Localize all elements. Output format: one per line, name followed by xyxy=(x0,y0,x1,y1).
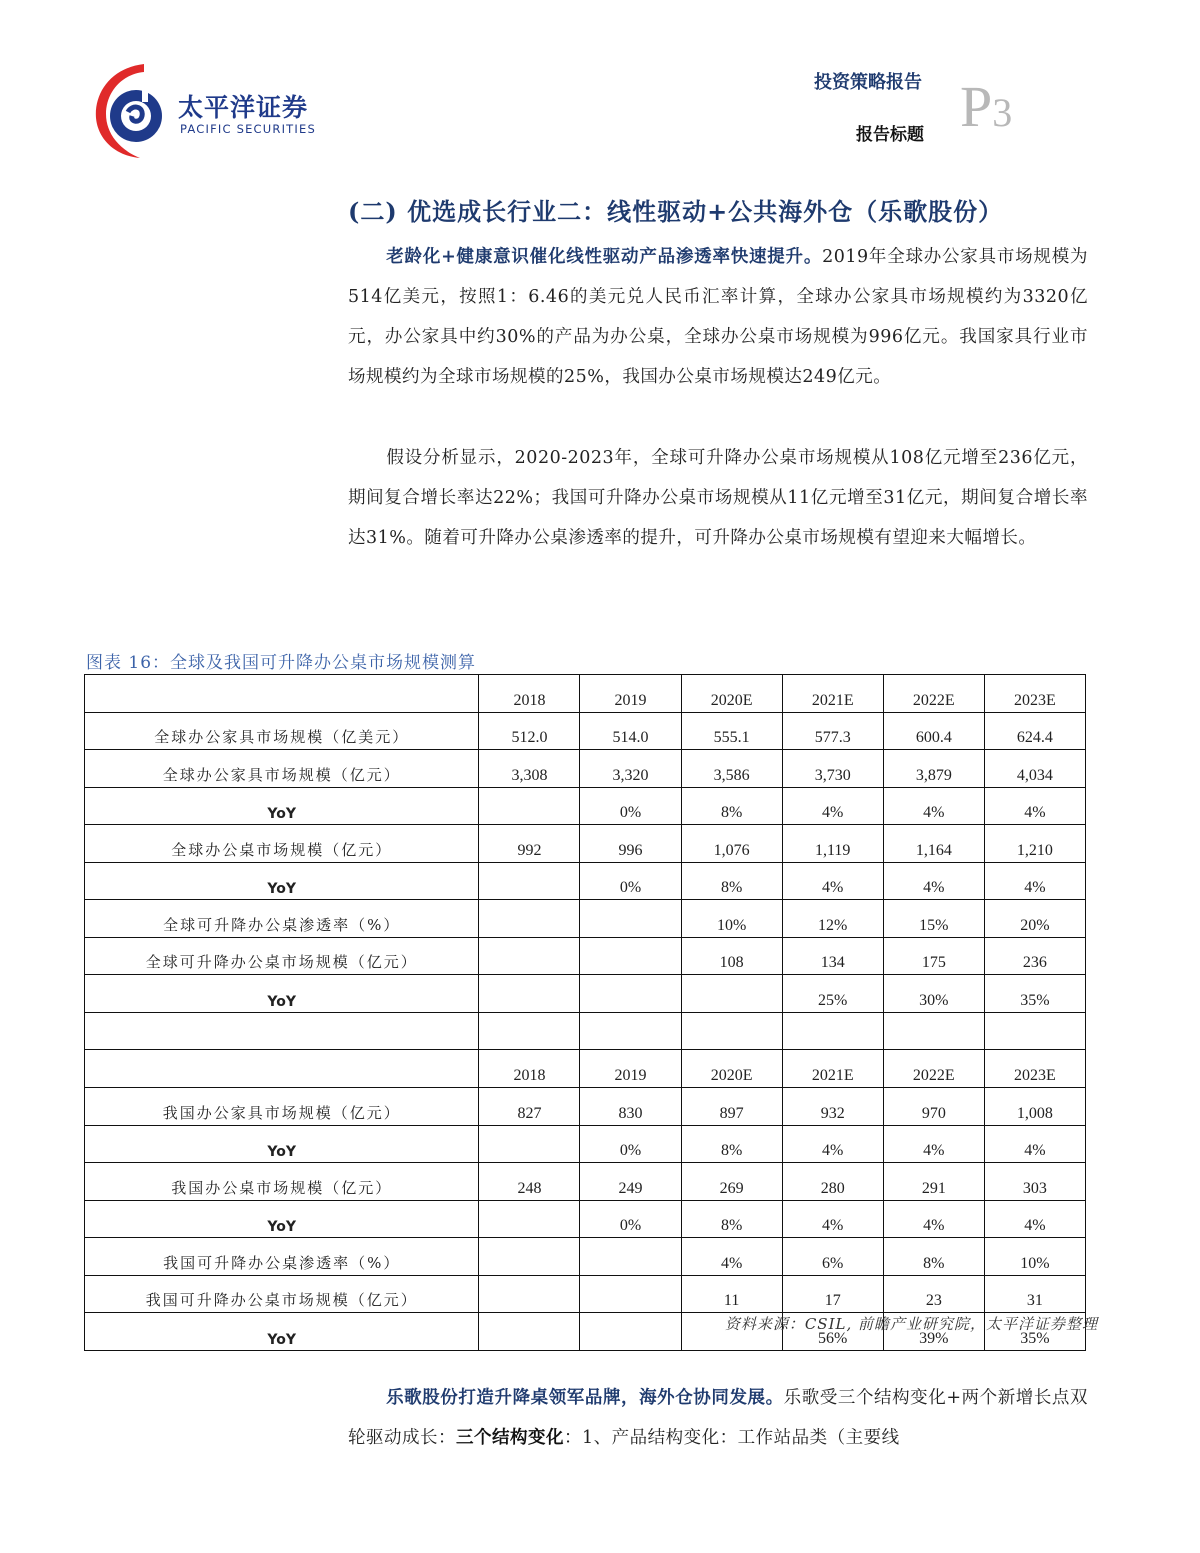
value-cell: 10% xyxy=(681,900,782,938)
page-number xyxy=(960,74,1013,139)
value-cell: 31 xyxy=(984,1275,1085,1313)
value-cell xyxy=(479,937,580,975)
value-cell: 932 xyxy=(782,1088,883,1126)
year-header-cell: 2018 xyxy=(479,675,580,713)
year-header-cell: 2023E xyxy=(984,1050,1085,1088)
value-cell: 280 xyxy=(782,1163,883,1201)
row-label-cell: 全球可升降办公桌渗透率（%） xyxy=(85,900,479,938)
value-cell: 555.1 xyxy=(681,712,782,750)
row-label-cell: YoY xyxy=(85,975,479,1013)
value-cell: 23 xyxy=(883,1275,984,1313)
value-cell xyxy=(479,862,580,900)
value-cell: 8% xyxy=(681,1125,782,1163)
value-cell: 897 xyxy=(681,1088,782,1126)
value-cell: 1,164 xyxy=(883,825,984,863)
value-cell: 4% xyxy=(883,787,984,825)
table-row xyxy=(85,900,1086,938)
value-cell xyxy=(580,975,681,1013)
value-cell xyxy=(580,1238,681,1276)
table-source: 资料来源：CSIL, 前瞻产业研究院，太平洋证券整理 xyxy=(724,1315,1098,1333)
value-cell: 4% xyxy=(984,862,1085,900)
value-cell: 3,320 xyxy=(580,750,681,788)
section-title: (二) 优选成长行业二：线性驱动+公共海外仓（乐歌股份） xyxy=(348,197,1004,226)
paragraph-body: 乐歌受三个结构变化+两个新增长点双轮驱动成长： xyxy=(348,1388,1088,1448)
value-cell: 4% xyxy=(782,1200,883,1238)
value-cell: 4% xyxy=(883,1200,984,1238)
header-corner-cell xyxy=(85,675,479,713)
value-cell: 512.0 xyxy=(479,712,580,750)
row-label-cell: YoY xyxy=(85,787,479,825)
header-corner-cell xyxy=(85,1050,479,1088)
year-header-cell: 2019 xyxy=(580,1050,681,1088)
empty-cell xyxy=(681,1012,782,1050)
value-cell: 291 xyxy=(883,1163,984,1201)
value-cell: 108 xyxy=(681,937,782,975)
paragraph-body: 假设分析显示，2020-2023年，全球可升降办公桌市场规模从108亿元增至236亿元，期间复合增长率达22%；我国可升降办公桌市场规模从11亿元增至31亿元，期间复合增长率达31%。随着可升降办公桌渗透率的提升，可升降办公桌市场规模有望迎来大幅增长。 xyxy=(348,448,1088,548)
page-letter: P xyxy=(960,74,993,139)
value-cell: 3,730 xyxy=(782,750,883,788)
value-cell xyxy=(479,1200,580,1238)
row-label-cell: 我国可升降办公桌市场规模（亿元） xyxy=(85,1275,479,1313)
value-cell xyxy=(479,1238,580,1276)
value-cell: 8% xyxy=(681,862,782,900)
value-cell: 35% xyxy=(984,975,1085,1013)
value-cell: 39% xyxy=(883,1313,984,1351)
value-cell: 0% xyxy=(580,787,681,825)
value-cell xyxy=(580,1313,681,1351)
table-row xyxy=(85,1088,1086,1126)
table-caption: 图表 16：全球及我国可升降办公桌市场规模测算 xyxy=(86,653,477,673)
value-cell: 6% xyxy=(782,1238,883,1276)
value-cell xyxy=(681,975,782,1013)
value-cell: 4% xyxy=(883,1125,984,1163)
value-cell: 577.3 xyxy=(782,712,883,750)
year-header-cell: 2023E xyxy=(984,675,1085,713)
value-cell: 514.0 xyxy=(580,712,681,750)
table-row xyxy=(85,862,1086,900)
table-header-row xyxy=(85,675,1086,713)
paragraph-lead: 乐歌股份打造升降桌领军品牌，海外仓协同发展。 xyxy=(386,1388,784,1408)
table-spacer-row xyxy=(85,1012,1086,1050)
value-cell: 56% xyxy=(782,1313,883,1351)
page-digit: 3 xyxy=(992,90,1013,135)
value-cell: 15% xyxy=(883,900,984,938)
paragraph-market-size xyxy=(348,237,1088,397)
value-cell: 4% xyxy=(984,787,1085,825)
value-cell: 269 xyxy=(681,1163,782,1201)
value-cell: 3,879 xyxy=(883,750,984,788)
empty-cell xyxy=(984,1012,1085,1050)
logo-english-name: PACIFIC SECURITIES xyxy=(180,122,316,136)
value-cell xyxy=(479,1313,580,1351)
value-cell: 4,034 xyxy=(984,750,1085,788)
row-label-cell: 全球办公桌市场规模（亿元） xyxy=(85,825,479,863)
paragraph-strong: 三个结构变化 xyxy=(456,1428,564,1448)
value-cell: 10% xyxy=(984,1238,1085,1276)
table-row xyxy=(85,1163,1086,1201)
value-cell: 20% xyxy=(984,900,1085,938)
value-cell: 236 xyxy=(984,937,1085,975)
value-cell xyxy=(580,900,681,938)
table-row xyxy=(85,1200,1086,1238)
table-row xyxy=(85,787,1086,825)
paragraph-body: ：1、产品结构变化：工作站品类（主要线 xyxy=(564,1428,900,1448)
row-label-cell: 全球办公家具市场规模（亿元） xyxy=(85,750,479,788)
pacific-securities-logo-icon xyxy=(92,60,172,160)
table-header-row xyxy=(85,1050,1086,1088)
table-row xyxy=(85,975,1086,1013)
paragraph-lege xyxy=(348,1378,1088,1458)
empty-cell xyxy=(479,1012,580,1050)
value-cell: 8% xyxy=(883,1238,984,1276)
value-cell: 134 xyxy=(782,937,883,975)
year-header-cell: 2022E xyxy=(883,675,984,713)
row-label-cell: 我国办公桌市场规模（亿元） xyxy=(85,1163,479,1201)
empty-cell xyxy=(782,1012,883,1050)
value-cell xyxy=(479,787,580,825)
value-cell: 992 xyxy=(479,825,580,863)
year-header-cell: 2019 xyxy=(580,675,681,713)
year-header-cell: 2018 xyxy=(479,1050,580,1088)
paragraph-lead: 老龄化+健康意识催化线性驱动产品渗透率快速提升。 xyxy=(386,247,823,267)
year-header-cell: 2021E xyxy=(782,1050,883,1088)
market-size-table xyxy=(84,674,1086,1351)
value-cell: 600.4 xyxy=(883,712,984,750)
value-cell: 1,076 xyxy=(681,825,782,863)
value-cell xyxy=(479,1275,580,1313)
year-header-cell: 2020E xyxy=(681,675,782,713)
value-cell xyxy=(580,1275,681,1313)
row-label-cell: 全球办公家具市场规模（亿美元） xyxy=(85,712,479,750)
value-cell: 35% xyxy=(984,1313,1085,1351)
paragraph-assumption xyxy=(348,438,1088,558)
year-header-cell: 2021E xyxy=(782,675,883,713)
value-cell: 8% xyxy=(681,787,782,825)
value-cell: 303 xyxy=(984,1163,1085,1201)
value-cell xyxy=(479,975,580,1013)
value-cell xyxy=(580,937,681,975)
value-cell: 4% xyxy=(681,1238,782,1276)
paragraph-body: 2019年全球办公家具市场规模为514亿美元，按照1：6.46的美元兑人民币汇率计算，全球办公家具市场规模约为3320亿元，办公家具中约30%的产品为办公桌，全球办公桌市场规模为996亿元。我国家具行业市场规模约为全球市场规模的25%，我国办公桌市场规模达249亿元。 xyxy=(348,247,1088,387)
row-label-cell: 我国办公家具市场规模（亿元） xyxy=(85,1088,479,1126)
value-cell: 4% xyxy=(883,862,984,900)
year-header-cell: 2022E xyxy=(883,1050,984,1088)
value-cell: 8% xyxy=(681,1200,782,1238)
value-cell: 0% xyxy=(580,1125,681,1163)
company-logo xyxy=(92,60,332,160)
table-row xyxy=(85,712,1086,750)
value-cell: 970 xyxy=(883,1088,984,1126)
value-cell: 1,119 xyxy=(782,825,883,863)
value-cell: 4% xyxy=(984,1125,1085,1163)
value-cell: 17 xyxy=(782,1275,883,1313)
table-row xyxy=(85,1238,1086,1276)
value-cell: 624.4 xyxy=(984,712,1085,750)
row-label-cell: YoY xyxy=(85,1313,479,1351)
row-label-cell: 全球可升降办公桌市场规模（亿元） xyxy=(85,937,479,975)
value-cell: 1,210 xyxy=(984,825,1085,863)
logo-chinese-name: 太平洋证券 xyxy=(178,93,309,122)
value-cell: 0% xyxy=(580,862,681,900)
table-row xyxy=(85,825,1086,863)
table-row xyxy=(85,750,1086,788)
row-label-cell: YoY xyxy=(85,1200,479,1238)
value-cell: 30% xyxy=(883,975,984,1013)
table-row xyxy=(85,1275,1086,1313)
value-cell: 4% xyxy=(782,862,883,900)
table-row xyxy=(85,937,1086,975)
report-title: 报告标题 xyxy=(856,125,924,145)
row-label-cell: 我国可升降办公桌渗透率（%） xyxy=(85,1238,479,1276)
value-cell: 1,008 xyxy=(984,1088,1085,1126)
value-cell: 3,308 xyxy=(479,750,580,788)
value-cell: 996 xyxy=(580,825,681,863)
empty-cell xyxy=(85,1012,479,1050)
value-cell: 827 xyxy=(479,1088,580,1126)
year-header-cell: 2020E xyxy=(681,1050,782,1088)
value-cell: 25% xyxy=(782,975,883,1013)
empty-cell xyxy=(580,1012,681,1050)
row-label-cell: YoY xyxy=(85,1125,479,1163)
value-cell xyxy=(479,1125,580,1163)
value-cell: 248 xyxy=(479,1163,580,1201)
value-cell: 4% xyxy=(984,1200,1085,1238)
value-cell: 830 xyxy=(580,1088,681,1126)
row-label-cell: YoY xyxy=(85,862,479,900)
value-cell: 249 xyxy=(580,1163,681,1201)
value-cell: 175 xyxy=(883,937,984,975)
value-cell xyxy=(479,900,580,938)
value-cell: 12% xyxy=(782,900,883,938)
value-cell: 4% xyxy=(782,787,883,825)
value-cell: 4% xyxy=(782,1125,883,1163)
value-cell: 11 xyxy=(681,1275,782,1313)
report-type: 投资策略报告 xyxy=(814,72,922,93)
value-cell: 3,586 xyxy=(681,750,782,788)
value-cell: 0% xyxy=(580,1200,681,1238)
table-row xyxy=(85,1125,1086,1163)
empty-cell xyxy=(883,1012,984,1050)
